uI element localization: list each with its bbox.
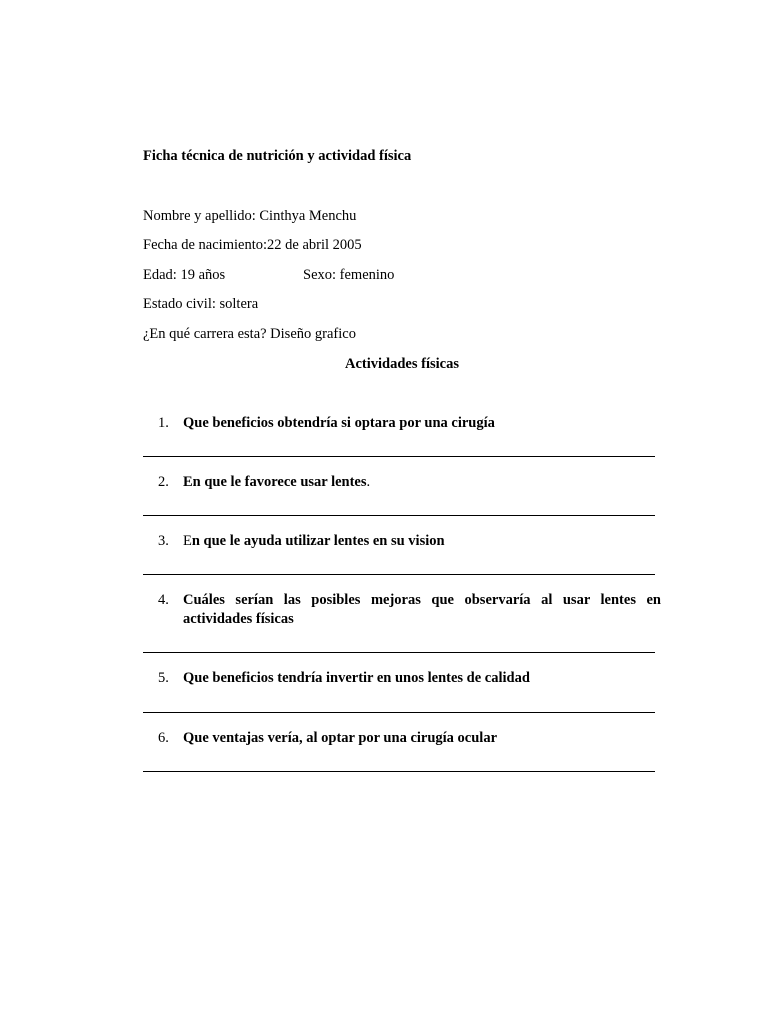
question-text: [183, 532, 661, 551]
field-sex: Sexo: femenino: [303, 267, 395, 283]
question-text: [183, 473, 661, 492]
field-civil-status: Estado civil: soltera: [143, 296, 259, 312]
question-number: 6.: [158, 730, 169, 746]
question-number: 4.: [158, 592, 169, 608]
field-career: ¿En qué carrera esta? Diseño grafico: [143, 326, 356, 342]
document-title: Ficha técnica de nutrición y actividad física: [143, 148, 412, 164]
answer-line: [143, 652, 655, 653]
field-name: Nombre y apellido: Cinthya Menchu: [143, 208, 357, 224]
question-text-first-letter: E: [183, 533, 192, 549]
question-text: Que ventajas vería, al optar por una cirugía ocular: [183, 730, 498, 746]
question-text-main: En que le favorece usar lentes: [183, 474, 367, 490]
question-number: 2.: [158, 474, 169, 490]
question-number: 3.: [158, 533, 169, 549]
question-number: 5.: [158, 670, 169, 686]
section-heading: Actividades físicas: [345, 356, 459, 372]
answer-line: [143, 515, 655, 516]
answer-line: [143, 712, 655, 713]
question-text: Que beneficios obtendría si optara por una cirugía: [183, 415, 495, 431]
field-birthdate: Fecha de nacimiento:22 de abril 2005: [143, 237, 362, 253]
question-text-period: .: [366, 474, 371, 490]
answer-line: [143, 771, 655, 772]
question-number: 1.: [158, 415, 169, 431]
answer-line: [143, 574, 655, 575]
answer-line: [143, 456, 655, 457]
question-text-rest: n que le ayuda utilizar lentes en su vision: [191, 533, 445, 549]
question-text: Cuáles serían las posibles mejoras que observaría al usar lentes en actividades físicas: [183, 592, 661, 627]
question-text: Que beneficios tendría invertir en unos lentes de calidad: [183, 670, 530, 686]
field-age: Edad: 19 años: [143, 267, 226, 283]
